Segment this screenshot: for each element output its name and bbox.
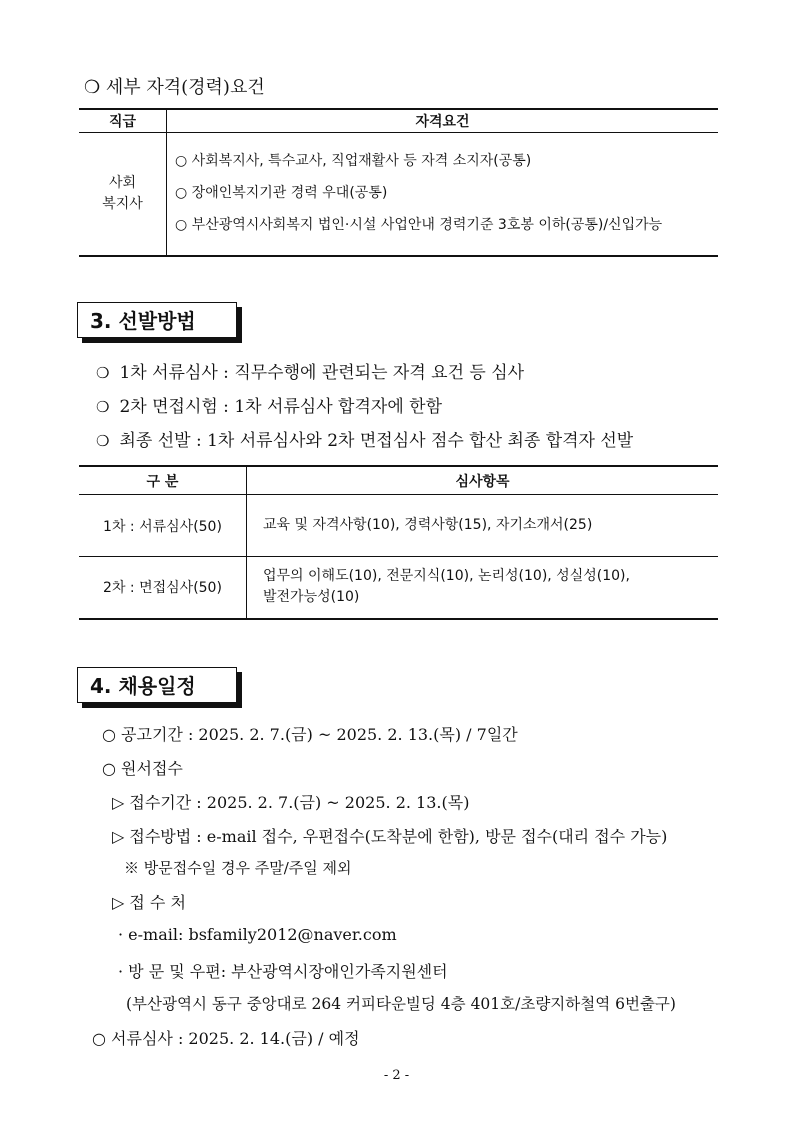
table-row xyxy=(79,557,718,619)
items-line: 교육 및 자격사항(10), 경력사항(15), 자기소개서(25) xyxy=(263,517,593,533)
column-header-rank: 직급 xyxy=(79,109,167,133)
section-heading-selection: 3. 선발방법 xyxy=(77,302,237,338)
qualification-heading: ❍ 세부 자격(경력)요건 xyxy=(84,77,265,98)
items-line: 업무의 이해도(10), 전문지식(10), 논리성(10), 성실성(10), xyxy=(263,568,630,585)
qualification-table xyxy=(79,108,718,257)
announce-period: ○ 공고기간 : 2025. 2. 7.(금) ~ 2025. 2. 13.(목) / 7일간 xyxy=(102,725,518,744)
application-method: ▷ 접수방법 : e-mail 접수, 우편접수(도착분에 한함), 방문 접수(대리 접수 가능) xyxy=(112,827,668,846)
category-cell: 1차 : 서류심사(50) xyxy=(79,495,247,557)
selection-step-text: 2차 면접시험 : 1차 서류심사 합격자에 한함 xyxy=(119,397,442,417)
table-row xyxy=(79,133,718,257)
column-header-category: 구 분 xyxy=(79,466,247,495)
requirement-item: ○ 사회복지사, 특수교사, 직업재활사 등 자격 소지자(공통) xyxy=(175,153,532,169)
selection-step xyxy=(96,426,633,451)
requirement-item: ○ 부산광역시사회복지 법인·시설 사업안내 경력기준 3호봉 이하(공통)/신입가능 xyxy=(175,217,663,233)
application-heading: ○ 원서접수 xyxy=(102,759,183,778)
requirement-item: ○ 장애인복지기관 경력 우대(공통) xyxy=(175,185,388,201)
selection-step-text: 최종 선발 : 1차 서류심사와 2차 면접심사 점수 합산 최종 합격자 선발 xyxy=(119,431,634,451)
visit-note: ※ 방문접수일 경우 주말/주일 제외 xyxy=(124,859,352,877)
page-number: - 2 - xyxy=(383,1068,410,1083)
rank-cell xyxy=(79,133,167,257)
application-visit-mail: · 방 문 및 우편: 부산광역시장애인가족지원센터 xyxy=(118,962,448,981)
requirements-cell xyxy=(167,133,719,257)
bullet-icon: ❍ xyxy=(96,364,110,382)
items-cell xyxy=(247,495,719,557)
selection-table xyxy=(79,465,718,620)
section-heading-schedule: 4. 채용일정 xyxy=(77,667,237,703)
category-cell: 2차 : 면접심사(50) xyxy=(79,557,247,619)
column-header-items: 심사항목 xyxy=(247,466,719,495)
items-cell xyxy=(247,557,719,619)
bullet-icon: ❍ xyxy=(96,398,110,416)
application-email: · e-mail: bsfamily2012@naver.com xyxy=(118,925,397,944)
bullet-icon: ❍ xyxy=(96,432,110,450)
rank-label-line2: 복지사 xyxy=(102,196,143,212)
rank-label-line1: 사회 xyxy=(108,175,137,191)
table-row xyxy=(79,495,718,557)
selection-step xyxy=(96,358,524,383)
items-line: 발전가능성(10) xyxy=(263,589,360,606)
application-period: ▷ 접수기간 : 2025. 2. 7.(금) ~ 2025. 2. 13.(목) xyxy=(112,793,470,812)
selection-step xyxy=(96,392,442,417)
selection-step-text: 1차 서류심사 : 직무수행에 관련되는 자격 요건 등 심사 xyxy=(119,363,525,383)
application-address: (부산광역시 동구 중앙대로 264 커피타운빌딩 4층 401호/초량지하철역 6번출구) xyxy=(126,995,676,1013)
application-location-heading: ▷ 접 수 처 xyxy=(112,893,186,912)
screening-date: ○ 서류심사 : 2025. 2. 14.(금) / 예정 xyxy=(92,1029,360,1048)
column-header-requirements: 자격요건 xyxy=(167,109,719,133)
